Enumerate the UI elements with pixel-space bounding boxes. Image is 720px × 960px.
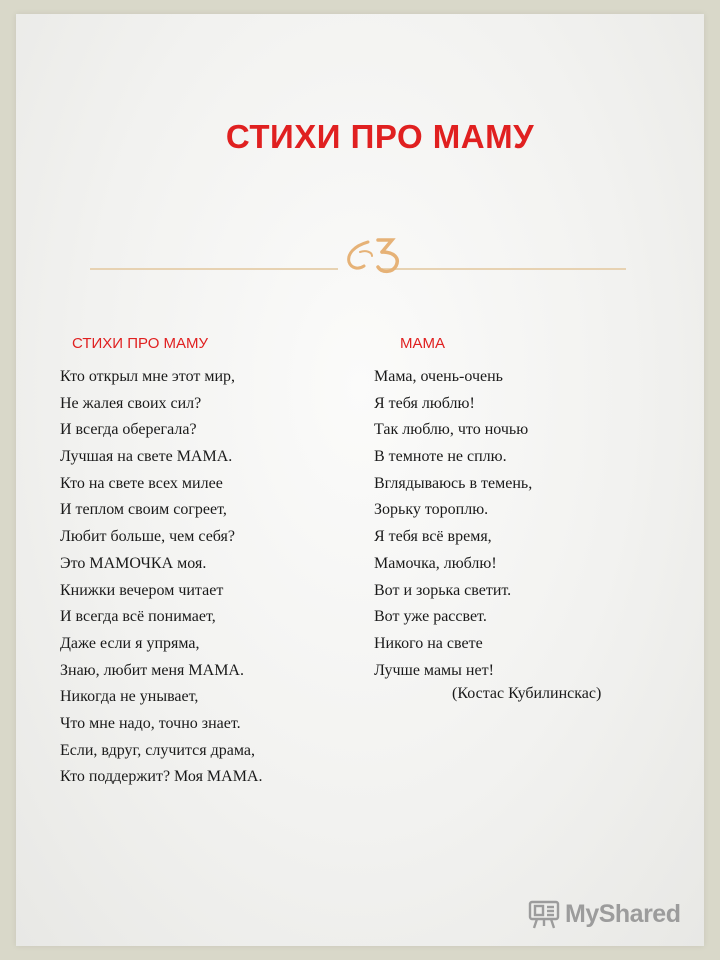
poem-line: Кто на свете всех милее bbox=[60, 474, 223, 492]
poem-line: В темноте не сплю. bbox=[374, 448, 507, 466]
projector-icon bbox=[527, 898, 561, 930]
poem-line: Кто открыл мне этот мир, bbox=[60, 368, 236, 385]
poem-author: (Костас Кубилинскас) bbox=[452, 685, 602, 702]
poem-line: Вглядываюсь в темень, bbox=[374, 474, 533, 492]
poem-line: Это МАМОЧКА моя. bbox=[60, 554, 207, 572]
poem-line: Мама, очень-очень bbox=[374, 368, 503, 385]
poem-line: Лучшая на свете МАМА. bbox=[60, 448, 233, 466]
poem-line: Лучше мамы нет! bbox=[374, 661, 494, 679]
poem-line: Я тебя всё время, bbox=[374, 528, 492, 546]
poem-line: Не жалея своих сил? bbox=[60, 394, 202, 412]
poem-line: Никого на свете bbox=[374, 634, 483, 652]
right-column-heading: МАМА bbox=[400, 335, 445, 352]
poem-line: Так люблю, что ночью bbox=[374, 421, 529, 439]
poem-line: Зорьку тороплю. bbox=[374, 501, 489, 519]
poem-line: И всегда всё понимает, bbox=[60, 608, 216, 626]
poem-line: Никогда не унывает, bbox=[60, 688, 199, 706]
poem-line: И всегда оберегала? bbox=[60, 421, 197, 439]
ornament-icon bbox=[338, 226, 408, 278]
poem-line: Что мне надо, точно знает. bbox=[60, 714, 241, 732]
watermark[interactable] bbox=[527, 896, 680, 932]
poem-line: Книжки вечером читает bbox=[60, 581, 224, 599]
poem-line: Вот и зорька светит. bbox=[374, 581, 512, 599]
poem-line: Я тебя люблю! bbox=[374, 394, 475, 412]
page-title: СТИХИ ПРО МАМУ bbox=[225, 118, 535, 155]
poem-line: Мамочка, люблю! bbox=[374, 554, 497, 572]
watermark-text: MyShared bbox=[565, 899, 681, 928]
poem-line: Вот уже рассвет. bbox=[374, 608, 487, 626]
poem-line: И теплом своим согреет, bbox=[60, 501, 227, 519]
poem-line: Кто поддержит? Моя МАМА. bbox=[60, 768, 263, 786]
right-poem bbox=[374, 364, 532, 684]
poem-line: Знаю, любит меня МАМА. bbox=[60, 661, 244, 679]
divider-left bbox=[90, 268, 338, 270]
left-poem bbox=[60, 364, 262, 791]
left-column-heading: СТИХИ ПРО МАМУ bbox=[72, 335, 209, 352]
divider-right bbox=[382, 268, 626, 270]
poem-line: Любит больше, чем себя? bbox=[60, 528, 236, 546]
poem-line: Если, вдруг, случится драма, bbox=[60, 741, 255, 759]
poem-line: Даже если я упряма, bbox=[60, 634, 200, 652]
